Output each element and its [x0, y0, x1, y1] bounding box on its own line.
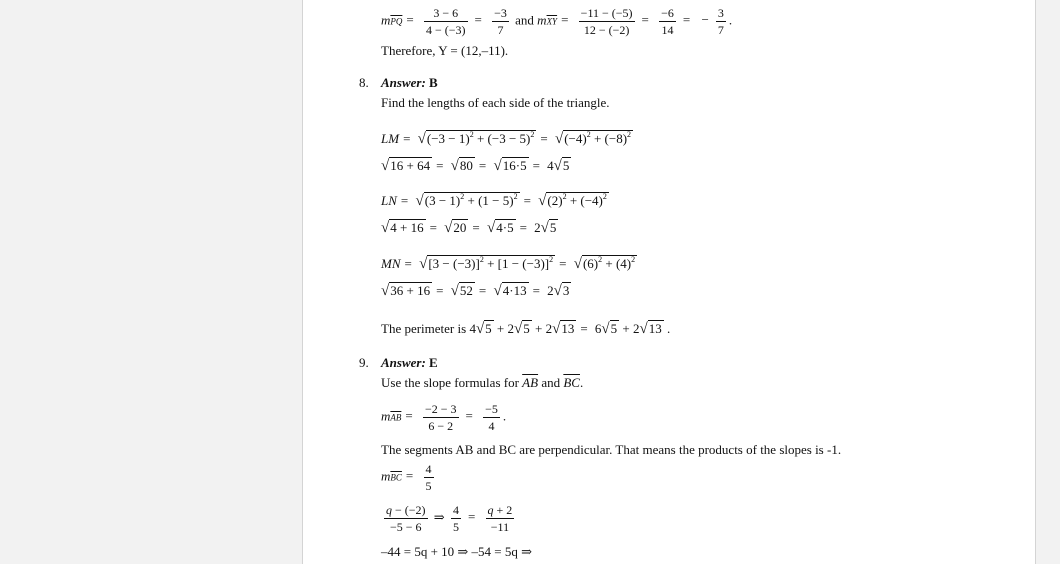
question-8-answer: [381, 75, 438, 91]
document-page[interactable]: [302, 0, 1036, 564]
ln-simplified: √4 + 16 = √20 = √4·5 = 2√5: [381, 220, 557, 236]
answer-value: B: [429, 75, 438, 90]
slope-ab-equation: $m\overline{AB}$ = $\frac{-2 - 3}{6 - 2}$ = $\frac{-5}{4}$ .: [381, 402, 507, 433]
ln-equation: LN = $√(3 - 1)^2 + (1 - 5)^2 = √(2)^2 + (-4)^2$: [381, 192, 607, 209]
question-9-answer: [381, 355, 438, 371]
slope-bc-equation: $m\overline{BC}$ = $\frac{4}{5}$: [381, 462, 432, 493]
viewer-background-right: [1036, 0, 1060, 564]
mn-simplified: √36 + 16 = √52 = √4·13 = 2√3: [381, 283, 570, 299]
perimeter-line: The perimeter is 4√5 + 2√5 + 2√13 = 6√5 + 2√13 .: [381, 321, 671, 337]
question-9-instruction: Use the slope formulas for $\overline{AB}$ and $\overline{BC}$.: [381, 375, 584, 390]
perimeter-label: The perimeter is: [381, 321, 467, 336]
lm-simplified: √16 + 64 = √80 = √16·5 = 4√5: [381, 158, 570, 174]
slope-pq-xy-equation: $m\overline{PQ}$ = $\frac{3 - 6}{4 - (-3)}$ = $\frac{-3}{7}$ and $m\overline{XY}$ = $\frac{-11 - (-5)}{12 - (-2)}$ = $\frac{-6}{14}$ = − $\frac{3}{7}$ .: [381, 6, 733, 37]
perpendicular-statement: The segments AB and BC are perpendicular. That means the products of the slopes is -1.: [381, 442, 842, 457]
question-8-instruction: Find the lengths of each side of the triangle.: [381, 95, 610, 110]
question-9-number: 9.: [359, 355, 369, 370]
answer-label: Answer:: [381, 75, 426, 90]
answer-label: Answer:: [381, 355, 426, 370]
answer-value: E: [429, 355, 438, 370]
therefore-line: Therefore, Y = (12,–11).: [381, 43, 509, 58]
question-8-number: 8.: [359, 75, 369, 90]
q-equation: $\frac{q - (-2)}{-5 - 6}$ ⇒ $\frac{4}{5}$ = $\frac{q + 2}{-11}$: [386, 503, 513, 534]
viewer-background-left: [0, 0, 302, 564]
mn-equation: MN = $√[3 - (-3)]^2 + [1 - (-3)]^2 = √(6)^2 + (4)^2$: [381, 255, 636, 272]
final-equation: –44 = 5q + 10 ⇒ –54 = 5q ⇒: [381, 544, 533, 559]
lm-equation: LM = $√(-3 - 1)^2 + (-3 - 5)^2 = √(-4)^2 + (-8)^2$: [381, 130, 632, 147]
